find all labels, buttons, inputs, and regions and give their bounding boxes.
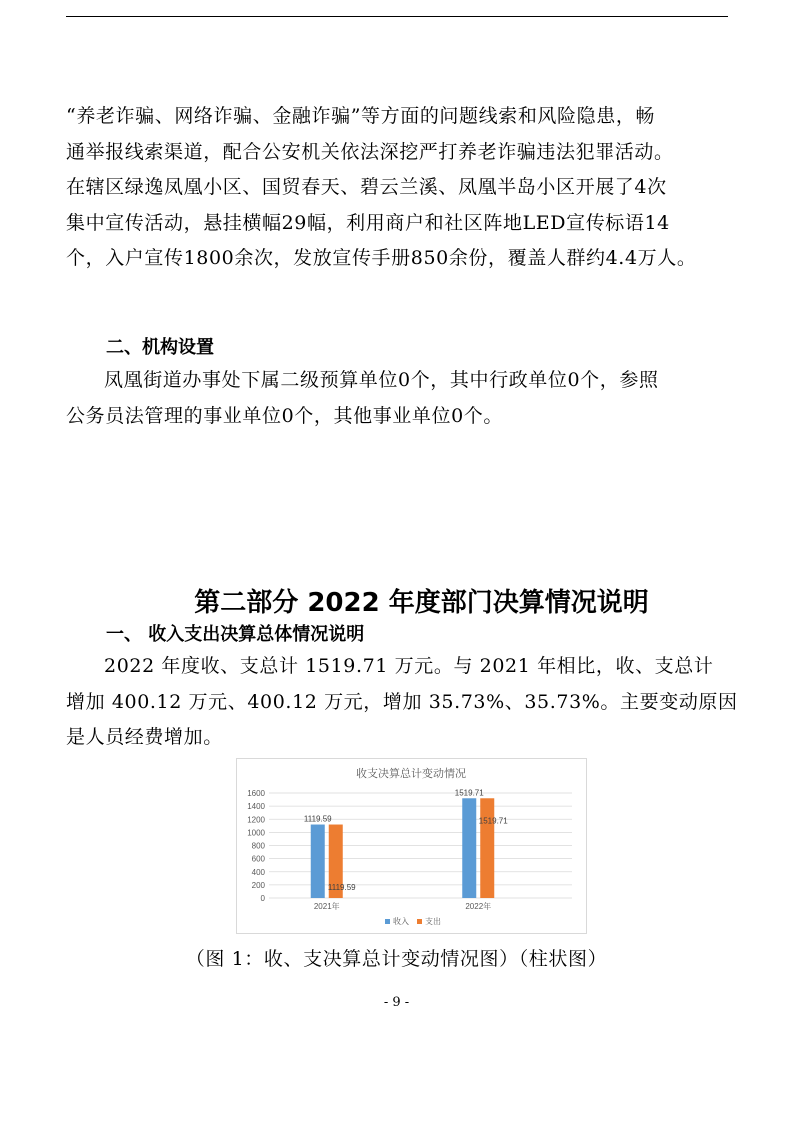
data-label: 1119.59 [327, 883, 356, 892]
institution-line: 公务员法管理的事业单位0个，其他事业单位0个。 [66, 404, 503, 427]
intro-line: 通举报线索渠道，配合公安机关依法深挖严打养老诈骗违法犯罪活动。 [66, 140, 674, 163]
header-rule [66, 16, 728, 17]
y-tick-label: 600 [251, 854, 265, 864]
institution-line: 凤凰街道办事处下属二级预算单位0个，其中行政单位0个，参照 [104, 369, 659, 391]
overview-line: 2022 年度收、支总计 1519.71 万元。与 2021 年相比，收、支总计 [104, 655, 714, 677]
data-label: 1519.71 [454, 788, 484, 798]
y-tick-label: 1000 [247, 828, 265, 838]
overview-line: 是人员经费增加。 [66, 726, 223, 748]
x-tick-label: 2021年 [313, 902, 340, 911]
bar-收入-2022年 [462, 798, 476, 898]
part-title: 第二部分 2022 年度部门决算情况说明 [194, 588, 649, 618]
page-number: - 9 - [383, 995, 410, 1010]
section-heading-institution: 二、机构设置 [106, 337, 214, 358]
x-tick-label: 2022年 [465, 902, 492, 911]
overview-paragraph [66, 649, 738, 756]
legend-label: 收入 [393, 917, 409, 926]
bar-收入-2021年 [311, 825, 325, 898]
bar-chart-svg [237, 759, 586, 933]
data-label: 1519.71 [478, 816, 508, 826]
y-tick-label: 1200 [247, 815, 265, 825]
y-tick-label: 1400 [247, 802, 265, 812]
institution-paragraph [66, 363, 728, 434]
intro-line: 个，入户宣传1800余次，发放宣传手册850余份，覆盖人群约4.4万人。 [66, 247, 697, 269]
overview-line: 增加 400.12 万元、400.12 万元，增加 35.73%、35.73%。主要变动原因 [66, 690, 738, 713]
legend-swatch-收入 [385, 919, 390, 924]
y-tick-label: 400 [251, 867, 265, 877]
intro-line: 集中宣传活动，悬挂横幅29幅，利用商户和社区阵地LED宣传标语14 [66, 211, 670, 234]
y-tick-label: 200 [251, 880, 265, 890]
legend-swatch-支出 [417, 919, 422, 924]
bar-chart [236, 758, 587, 934]
intro-line: 在辖区绿逸凤凰小区、国贸春天、碧云兰溪、凤凰半岛小区开展了4次 [66, 176, 667, 198]
y-tick-label: 1600 [247, 789, 265, 798]
section-heading-overview: 一、 收入支出决算总体情况说明 [106, 624, 365, 645]
y-tick-label: 0 [260, 894, 265, 903]
legend-label: 支出 [425, 917, 441, 926]
figure-caption: （图 1：收、支决算总计变动情况图）（柱状图） [185, 948, 608, 970]
bar-支出-2022年 [480, 798, 494, 898]
intro-line: “养老诈骗、网络诈骗、金融诈骗”等方面的问题线索和风险隐患，畅 [66, 105, 656, 127]
y-tick-label: 800 [251, 841, 265, 851]
data-label: 1119.59 [303, 814, 332, 824]
intro-paragraph [66, 99, 728, 277]
chart-title: 收支决算总计变动情况 [356, 768, 466, 780]
